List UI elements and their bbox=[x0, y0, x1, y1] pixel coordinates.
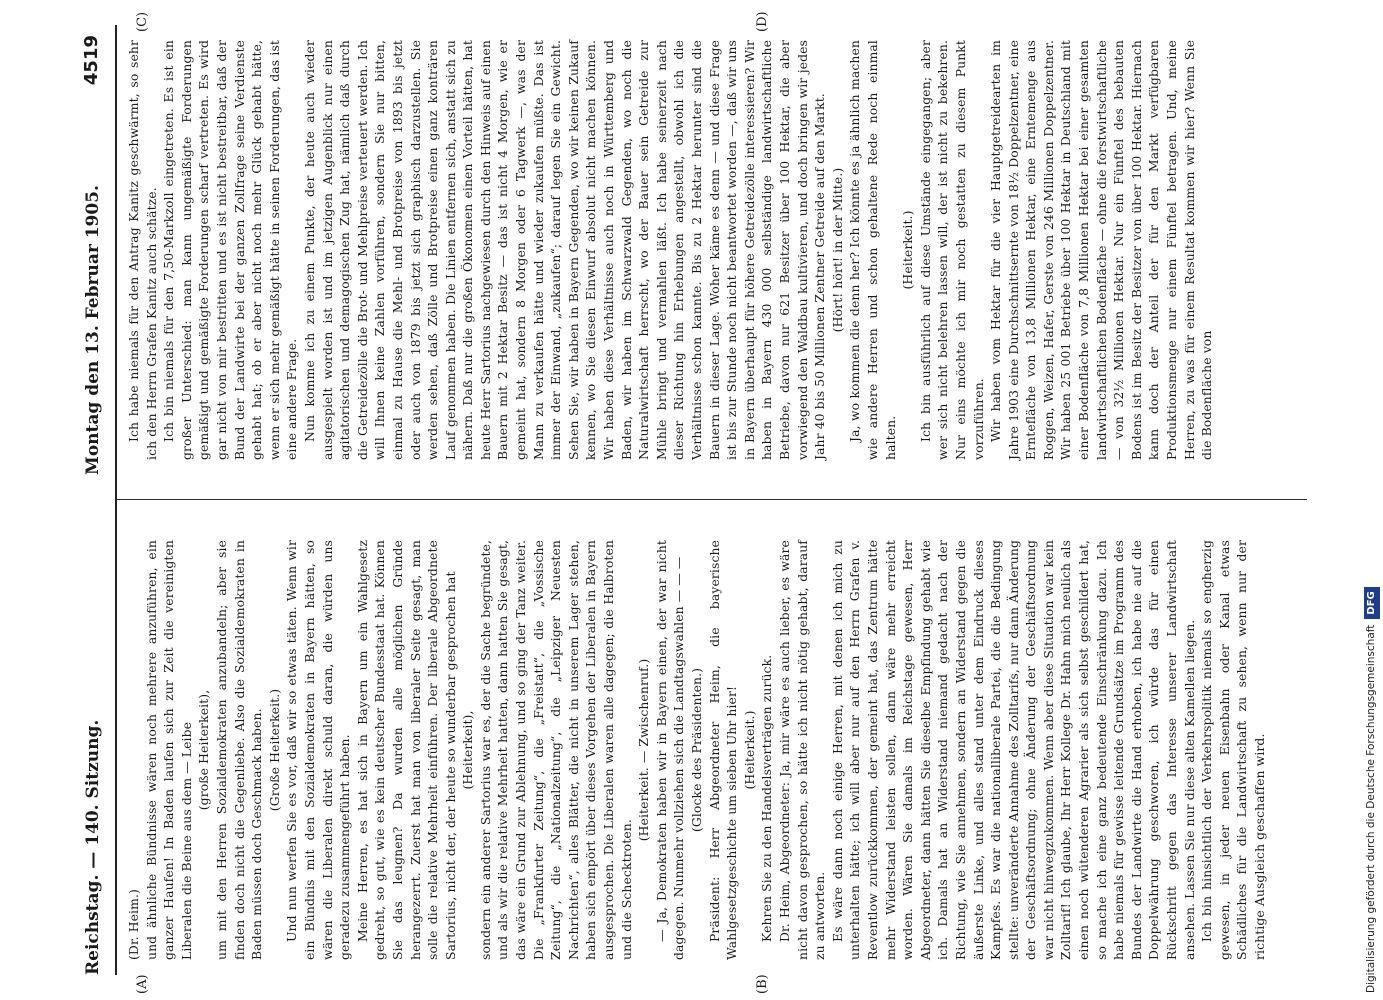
stage-direction: (Heiterkeit. — Zwischenruf.) bbox=[636, 658, 652, 842]
page-number: 4519 bbox=[81, 35, 102, 86]
margin-marker-a: (A) bbox=[135, 974, 150, 994]
dfg-badge: DFG bbox=[1364, 587, 1380, 618]
speaker-tag: (Dr. Heim.) bbox=[126, 889, 141, 960]
paragraph: — Ja, Demokraten haben wir in Bayern einen, der war nicht dagegen. Nunmehr vollziehen sich die Landtagswahlen — — — bbox=[653, 540, 687, 960]
right-column bbox=[125, 40, 1216, 460]
paragraph: und ähnliche Bündnisse wären noch mehrere anzuführen, ein ganzer Haufen! In Baden laufen sich zur Zeit die vereinigten Liberalen die Beine aus dem — Leibe bbox=[143, 540, 194, 960]
header-date: Montag den 13. Februar 1905. bbox=[83, 185, 103, 475]
president-remark: Präsident: Herr Abgeordneter Heim, die bayerische Wahlgesetzgeschichte um sieben Uhr hier! bbox=[706, 540, 740, 960]
paragraph: Dr. Heim, Abgeordneter: Ja, mir wäre es auch lieber, es wäre nicht davon gesprochen, so hätte ich nicht nötig gehabt, darauf zu antworten. bbox=[776, 540, 828, 960]
paragraph: Es wäre dann noch einige Herren, mit denen ich mich zu unterhalten hätte; ich will aber nur auf den Herrn Grafen v. Reventlow zurückkommen, der gemeint hat, das Zentrum hätte mehr Widerstand leisten sollen, dann wäre mehr erreicht worden. Wären Sie damals im Reichstage gewesen, Herr Abgeordneter, dann hätten Sie dieselbe Empfindung gehabt wie ich. Damals hat an Widerstand niemand gedacht nach der Richtung, wie Sie annehmen, sondern an Widerstand gegen die äußerste Linke, und alles stand unter dem Eindruck dieses Kampfes. Es war die nationalliberale Partei, die die Bedingung stellte: unveränderte Annahme des Zolltarifs, nur dann Änderung der Geschäftsordnung; ohne Änderung der Geschäftsordnung war nicht hinwegzukommen. Wenn aber diese Situation war kein Zolltarif! Ich glaube, Ihr Herr Kollege Dr. Hahn mich neulich als einen noch wütenderen Agrarier als sich selbst geschildert hat, so mache ich eine ganz bedeutende Einschränkung dazu. Ich habe niemals für gewisse leitende Grundsätze im Programm des Bundes der Landwirte die Hand erhoben, ich habe nie auf die Doppelwährung geschworen, ich würde das für einen Rückschritt gegen das Interesse unserer Landwirtschaft ansehen. Lassen Sie nur diese alten Kamellen liegen. bbox=[829, 540, 1197, 960]
paragraph: Meine Herren, es hat sich in Bayern um ein Wahlgesetz gedreht, so gut, wie es kein deutscher Bundesstaat hat. Können Sie das leugnen? Da wurden alle möglichen Gründe herangezerrt. Zuerst hat man von liberaler Seite gesagt, man solle die relative Mehrheit einführen. Der liberale Abgeordnete Sartorius, nicht der, der heute so wunderbar gesprochen hat bbox=[354, 540, 458, 960]
paragraph: Wir haben vom Hektar für die vier Hauptgetreidearten im Jahre 1903 eine Durchschnittsernte von 18½ Doppelzentner, eine Ernteﬂäche von 13,8 Millionen Hektar, eine Erntemenge aus Roggen, Weizen, Hafer, Gerste von 246 Millionen Doppelzentner. Wir haben 25 001 Betriebe über 100 Hektar in Deutschland mit einer Bodenfläche von 7,8 Millionen Hektar bei einer gesamten landwirtschaftlichen Bodenfläche — ohne die forstwirtschaftliche — von 32½ Millionen Hektar. Nur ein Fünftel des bebauten Bodens ist im Besitz der Besitzer von über 100 Hektar. Hiernach kann doch der Anteil der für den Markt verfügbaren Produktionsmenge nur einem Fünftel betragen. Und, meine Herren, zu was für einem Resultat kommen wir hier? Wenn Sie die Bodenfläche von bbox=[988, 40, 1215, 460]
stage-direction: (Heiterkeit.) bbox=[741, 710, 757, 790]
paragraph: Ich habe niemals für den Antrag Kanitz geschwärmt, so sehr ich den Herrn Grafen Kanitz auch schätze. bbox=[126, 40, 159, 460]
stage-direction: (Hört! hört! in der Mitte.) bbox=[829, 167, 845, 333]
stage-direction: (Große Heiterkeit.) bbox=[266, 688, 282, 812]
stage-direction: (Heiterkeit.) bbox=[900, 210, 916, 290]
left-column bbox=[125, 540, 1269, 960]
paragraph: Kehren Sie zu den Handelsverträgen zurück. bbox=[759, 654, 775, 942]
paragraph: um mit den Herren Sozialdemokraten anzubandeln; aber sie finden doch nicht die Gegenliebe. Also die Sozialdemokraten in Baden müssen doch Geschmack haben. bbox=[213, 540, 265, 960]
paragraph: Ich bin ausführlich auf diese Umstände eingegangen; aber wer sich nicht belehren lassen will, der ist nicht zu bekehren. Nur eins möchte ich mir noch gestatten zu diesem Punkt vorzuführen. bbox=[917, 40, 986, 460]
stage-direction: (Heiterkeit), bbox=[460, 710, 476, 790]
stage-direction: (Glocke des Präsidenten.) bbox=[689, 667, 704, 833]
column-divider bbox=[117, 499, 1307, 500]
paragraph: Ich bin hinsichtlich der Verkehrspolitik niemals so engherzig gewesen, in jeder neuen Eisenbahn oder Kanal etwas Schädliches für die Landwirtschaft zu sehen, wenn nur der richtige Ausgleich geschaffen wird. bbox=[1199, 540, 1267, 960]
dfg-credit-sidebar bbox=[1358, 8, 1380, 998]
rotated-document-page bbox=[55, 0, 1355, 1000]
margin-marker-c: (C) bbox=[135, 11, 150, 32]
page-header bbox=[75, 25, 117, 975]
margin-marker-b: (B) bbox=[755, 974, 770, 994]
paragraph: Und nun werfen Sie es vor, daß wir so etwas täten. Wenn wir ein Bündnis mit den Sozialdemokraten in Bayern hätten, so wären die Liberalen direkt schuld daran, die würden uns geradezu zusammengeführt haben. bbox=[284, 540, 353, 960]
paragraph: Nun komme ich zu einem Punkte, der heute auch wieder ausgespielt worden ist und im jetzigen Augenblick nur einen agitatorischen und demagogischen Zug hat, nämlich daß durch die Getreidezölle die Brot- und Mehlpreise verteuert werden. Ich will Ihnen keine Zahlen vorführen, sondern Sie nur bitten, einmal zu Hause die Mehl- und Brotpreise von 1893 bis jetzt oder auch von 1879 bis jetzt sich graphisch darzustellen. Sie werden sehen, daß Zölle und Brotpreise einen ganz konträren Lauf genommen haben. Die Linien entfernen sich, anstatt sich zu nähern. Daß nur die großen Ökonomen einen Vorteil hätten, hat heute Herr Sartorius nachgewiesen durch den Hinweis auf einen Bauern mit 2 Hektar Besitz — das ist nicht 4 Morgen, wie er gemeint hat, sondern 8 Morgen oder 6 Tagwerk —, was der Mann zu verkaufen hätte und wieder zukaufen müßte. Das ist immer der Einwand, „zukaufen“; darauf legen Sie ein Gewicht. Sehen Sie, wir haben in Bayern Gegenden, wo wir keinen Zukauf kennen, wo Sie diesen Einwurf absolut nicht machen können. Wir haben diese Verhältnisse auch noch in Württemberg und Baden, wir haben im Schwarzwald Gegenden, wo noch die Naturalwirtschaft herrscht, wo der Bauer sein Getreide zur Mühle bringt und vermahlen läßt. Ich habe seinerzeit nach dieser Richtung hin Erhebungen angestellt, obwohl ich die Verhältnisse schon kannte. Bis zu 2 Hektar herunter sind die Bauern in dieser Lage. Woher käme es denn — und diese Frage ist bis zur Stunde noch nicht beantwortet worden —, daß wir uns in Bayern überhaupt für höhere Getreidezölle interessieren? Wir haben in Bayern 430 000 selbständige landwirtschaftliche Betriebe, davon nur 621 Besitzer über 100 Hektar, die aber vorwiegend den Waldbau kultivieren, und doch bringen wir jedes Jahr 40 bis 50 Millionen Zentner Getreide auf den Markt. bbox=[301, 40, 828, 460]
stage-direction: (große Heiterkeit), bbox=[196, 689, 212, 811]
credit-label: Digitalisierung gefördert durch die Deutsche Forschungsgemeinschaft bbox=[1365, 624, 1377, 993]
paragraph: Ja, wo kommen die denn her? Ich könnte es ja ähnlich machen wie andere Herren und schon gehaltene Rede noch einmal halten. bbox=[847, 40, 898, 460]
paragraph: sondern ein anderer Sartorius war es, der die Sache begründete, und als wir die relative Mehrheit hatten, dann hatten Sie gesagt, das wäre ein Grund zur Ablehnung, und so ging der Tanz weiter. Die „Frankfurter Zeitung“, die „Freistatt“, die „Vossische Zeitung“, die „Nationalzeitung“, die „Leipziger Neuesten Nachrichten“, alles Blätter, die nicht in unserem Lager stehen, haben sich empört über dieses Vorgehen der Liberalen in Bayern ausgesprochen. Die Liberalen waren alle dagegen; die Halbroten und die Schecktroten. bbox=[477, 540, 634, 960]
margin-marker-d: (D) bbox=[755, 11, 770, 32]
paragraph: Ich bin niemals für den 7,50-Markzoll eingetreten. Es ist ein großer Unterschied: man kann ungemäßigte Forderungen gemäßigt und gemäßigte Forderungen scharf vertreten. Es wird gar nicht von mir bestritten und es ist nicht bestreitbar, daß der Bund der Landwirte bei der ganzen Zollfrage seine Verdienste gehabt hat; ob er aber nicht noch mehr Glück gehabt hätte, wenn er sich mehr gemäßigt hätte in seinen Forderungen, das ist eine andere Frage. bbox=[161, 40, 300, 460]
header-session: Reichstag. — 140. Sitzung. bbox=[83, 719, 103, 975]
dfg-credit-text bbox=[1360, 13, 1382, 993]
